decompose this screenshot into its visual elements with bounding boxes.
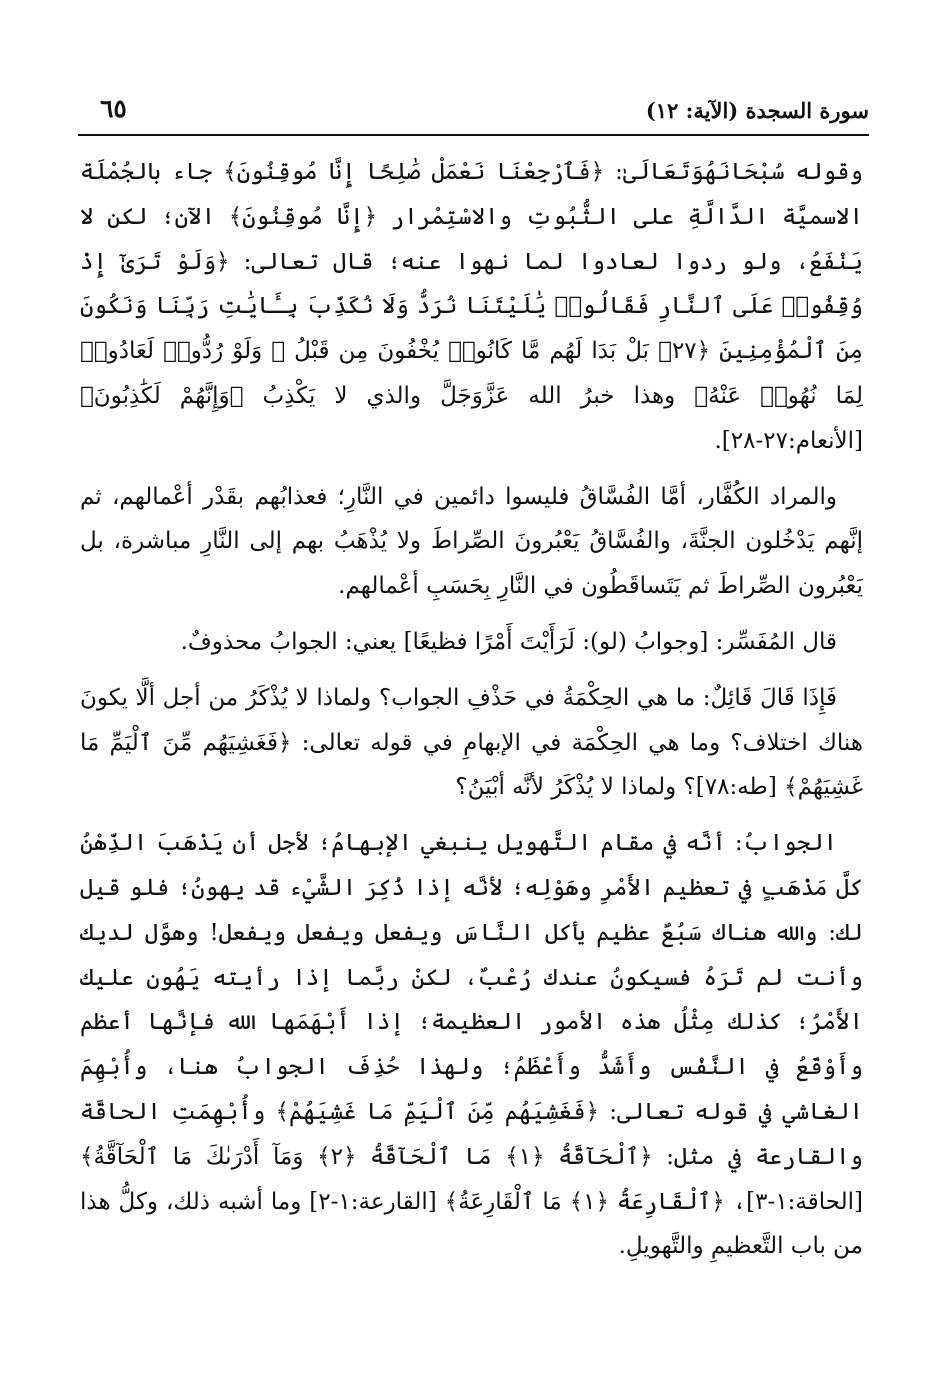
- paragraph-4: فَإِذَا قَالَ قَائِلٌ: ما هي الحِكْمَةُ في حَذْفِ الجواب؟ ولماذا لا يُذْكَرُ من أجل ألَّا يكونَ هناك اختلاف؟ وما هي الحِكْمَة في الإبهامِ في قوله تعالى: ﴿فَغَشِيَهُم مِّنَ ٱلْيَمِّ مَا غَشِيَهُمْ﴾ [طه:٧٨]؟ ولماذا لا يُذْكَرُ لأنَّه أبْيَنُ؟: [80, 684, 863, 801]
- paragraph-1: وقوله سُبْحَانَهُوَتَعَالَىٰ: ﴿فَٱرْجِعْنَا نَعْمَلْ صَٰلِحًا إِنَّا مُوقِنُونَ﴾ جاء بالجُمْلَة الاسميَّة الدَّالَّةِ على الثُّبُوتِ والاسْتِمْرار ﴿إِنَّا مُوقِنُونَ﴾ الآن؛ لكن لا يَنْفَعُ، ولو ردوا لعادوا لما نهوا عنه؛ قال تعالى: ﴿وَلَوْ تَرَىٰٓ إِذْ وُقِفُوا۟ عَلَى ٱلنَّارِ فَقَالُوا۟ يَٰلَيْتَنَا نُرَدُّ وَلَا نُكَذِّبَ بِـَٔايَٰتِ رَبِّنَا وَنَكُونَ مِنَ ٱلْمُؤْمِنِينَ ﴿٢٧﴾ بَلْ بَدَا لَهُم مَّا كَانُوا۟ يُخْفُونَ مِن قَبْلُ ۖ وَلَوْ رُدُّوا۟ لَعَادُوا۟ لِمَا نُهُوا۟ عَنْهُ﴾ وهذا خبرُ الله عَزَّوَجَلَّ والذي لا يَكْذِبُ ﴿وَإِنَّهُمْ لَكَٰذِبُونَ﴾ [الأنعام:٢٧-٢٨].: [80, 159, 863, 454]
- header-divider: [78, 134, 869, 136]
- paragraph-5: الجوابُ: أنَّه في مقام التَّهويل ينبغي الإبهامُ؛ لأجل أن يَذْهَبَ الذِّهْنُ كلَّ مَذْهَبٍ في تعظيم الأَمْرِ وهَوْلِه؛ لأنَّه إذا ذُكِرَ الشَّيْء قد يهونُ؛ فلو قيل لك: والله هناك سَبُعٌ عظيم يأكل النَّاسَ ويفعل ويفعل ويفعل! وهوَّل لديك وأنت لم تَرَهُ فسيكونُ عندك رُعْبٌ، لكنْ ربَّما إذا رأيته يَهُون عليك الأَمْرُ؛ كذلك مِثْلُ هذه الأمور العظيمة؛ إذا أَبْهَمَها الله فإنَّها أعظم وأَوْقَعُ في النَّفْس وأَشَدُّ وأَعْظَمُ؛ ولهذا حُذِفَ الجوابُ هنا، وأُبْهِمَ الغاشي في قوله تعالى: ﴿فَغَشِيَهُم مِّنَ ٱلْيَمِّ مَا غَشِيَهُمْ﴾ وأُبْهِمَتِ الحاقَّة والقارعة في مثل: ﴿ٱلْحَآقَّةُ ﴿١﴾ مَا ٱلْحَآقَّةُ ﴿٢﴾ وَمَآ أَدْرَىٰكَ مَا ٱلْحَآقَّةُ﴾ [الحاقة:١-٣]، ﴿ٱلْقَارِعَةُ ﴿١﴾ مَا ٱلْقَارِعَةُ﴾ [القارعة:١-٢] وما أشبه ذلك، وكلُّ هذا من باب التَّعظيمِ والتَّهويلِ.: [80, 830, 864, 1260]
- page-body: [80, 150, 863, 1280]
- paragraph-3: قال المُفَسِّر: [وجوابُ (لو): لَرَأَيْتَ أَمْرًا فظيعًا] يعني: الجوابُ محذوفٌ.: [180, 628, 837, 655]
- running-title: سورة السجدة (الآية: ١٢): [645, 98, 869, 123]
- paragraph-2: والمراد الكُفَّار، أمَّا الفُسَّاقُ فليسوا دائمين في النَّارِ؛ فعذابُهم بقَدْر أعْمالهم، ثم إنَّهم يَدْخُلون الجنَّةَ، والفُسَّاقُ يَعْبُرونَ الصِّراطَ ولا يُذْهَبُ بهم إلى النَّارِ مباشرة، بل يَعْبُرون الصِّراطَ ثم يَتَساقَطُون في النَّارِ بِحَسَبِ أعْمالهم.: [80, 483, 863, 600]
- page-number: ٦٥: [100, 94, 127, 123]
- page-header: [78, 92, 869, 134]
